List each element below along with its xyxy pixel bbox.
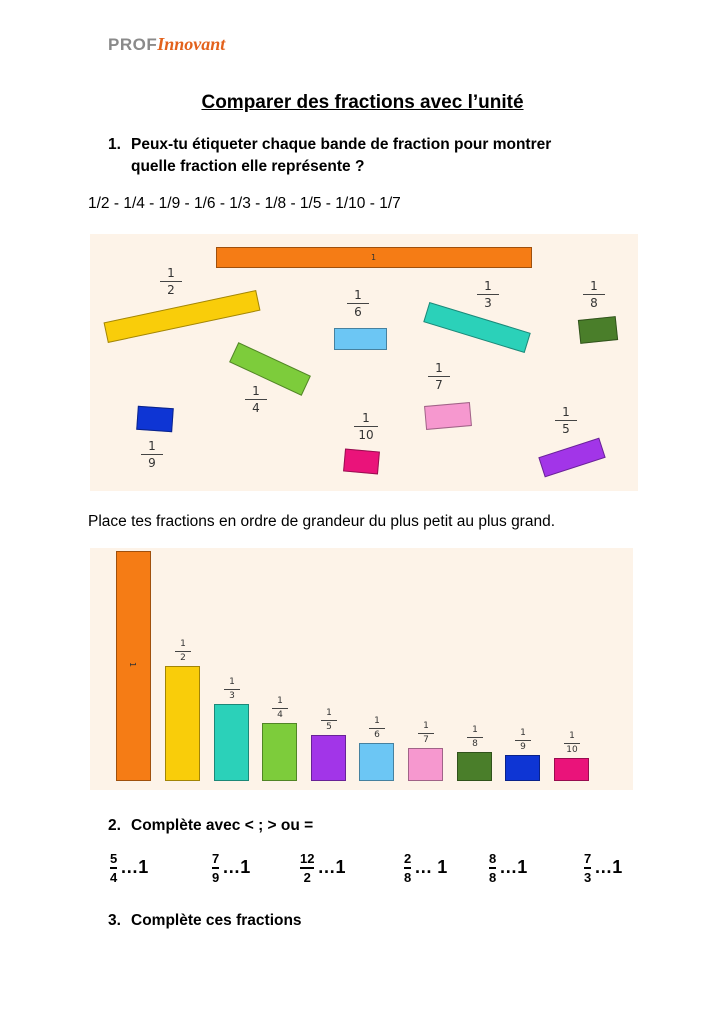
ordered-bar-label-1-10: 1 10 [564, 732, 580, 755]
ordered-bar-label-1-3: 1 3 [224, 678, 240, 701]
comparison-1: 5 4 …1 [110, 851, 149, 885]
strip-tenth [343, 449, 380, 475]
ordering-instruction: Place tes fractions en ordre de grandeur du plus petit au plus grand. [88, 513, 556, 530]
ordered-bar-1-9 [505, 755, 540, 781]
unit-bar [116, 551, 151, 781]
label-eighth: 1 8 [583, 280, 605, 309]
question-2-number: 2. [108, 817, 121, 834]
comparison-4: 2 8 … 1 [404, 851, 448, 885]
logo [108, 34, 225, 55]
strip-seventh [424, 402, 472, 430]
question-3-number: 3. [108, 912, 121, 929]
unit-bar-label: 1 [128, 661, 138, 668]
label-tenth: 1 10 [354, 412, 378, 441]
logo-prof: PROF [108, 35, 158, 54]
label-half: 1 2 [160, 267, 182, 296]
strip-ninth [136, 406, 174, 432]
ordered-bar-label-1-9: 1 9 [515, 729, 531, 752]
ordered-bar-1-6 [359, 743, 394, 781]
ordered-bar-1-10 [554, 758, 589, 781]
page-title: Comparer des fractions avec l’unité [201, 92, 524, 113]
ordered-bar-label-1-6: 1 6 [369, 717, 385, 740]
ordered-bar-label-1-8: 1 8 [467, 726, 483, 749]
label-third: 1 3 [477, 280, 499, 309]
comparison-5: 8 8 …1 [489, 851, 528, 885]
question-1-number: 1. [108, 136, 121, 153]
unit-strip-label: 1 [371, 253, 377, 262]
ordered-bar-1-4 [262, 723, 297, 781]
fraction-list: 1/2 - 1/4 - 1/9 - 1/6 - 1/3 - 1/8 - 1/5 - 1/10 - 1/7 [88, 195, 401, 212]
label-quarter: 1 4 [245, 385, 267, 414]
question-1-line-1: Peux-tu étiqueter chaque bande de fraction pour montrer [131, 136, 552, 153]
label-seventh: 1 7 [428, 362, 450, 391]
comparison-6: 7 3 …1 [584, 851, 623, 885]
logo-innovant: Innovant [157, 34, 226, 54]
label-sixth: 1 6 [347, 289, 369, 318]
question-2-label: Complète avec < ; > ou = [131, 817, 314, 834]
ordered-bar-1-5 [311, 735, 346, 781]
ordered-bar-1-7 [408, 748, 443, 781]
strip-sixth [334, 328, 387, 350]
question-3-label: Complète ces fractions [131, 912, 302, 929]
label-fifth: 1 5 [555, 406, 577, 435]
ordered-bar-label-1-5: 1 5 [321, 709, 337, 732]
ordered-bar-label-1-4: 1 4 [272, 697, 288, 720]
ordered-bar-1-3 [214, 704, 249, 781]
ordered-bar-label-1-7: 1 7 [418, 722, 434, 745]
comparison-3: 12 2 …1 [300, 851, 346, 885]
question-1-line-2: quelle fraction elle représente ? [131, 158, 365, 175]
ordered-bar-1-2 [165, 666, 200, 781]
ordered-bar-label-1-2: 1 2 [175, 640, 191, 663]
comparison-2: 7 9 …1 [212, 851, 251, 885]
strip-eighth [578, 316, 618, 344]
ordered-bar-1-8 [457, 752, 492, 781]
label-ninth: 1 9 [141, 440, 163, 469]
unit-strip [216, 247, 532, 268]
